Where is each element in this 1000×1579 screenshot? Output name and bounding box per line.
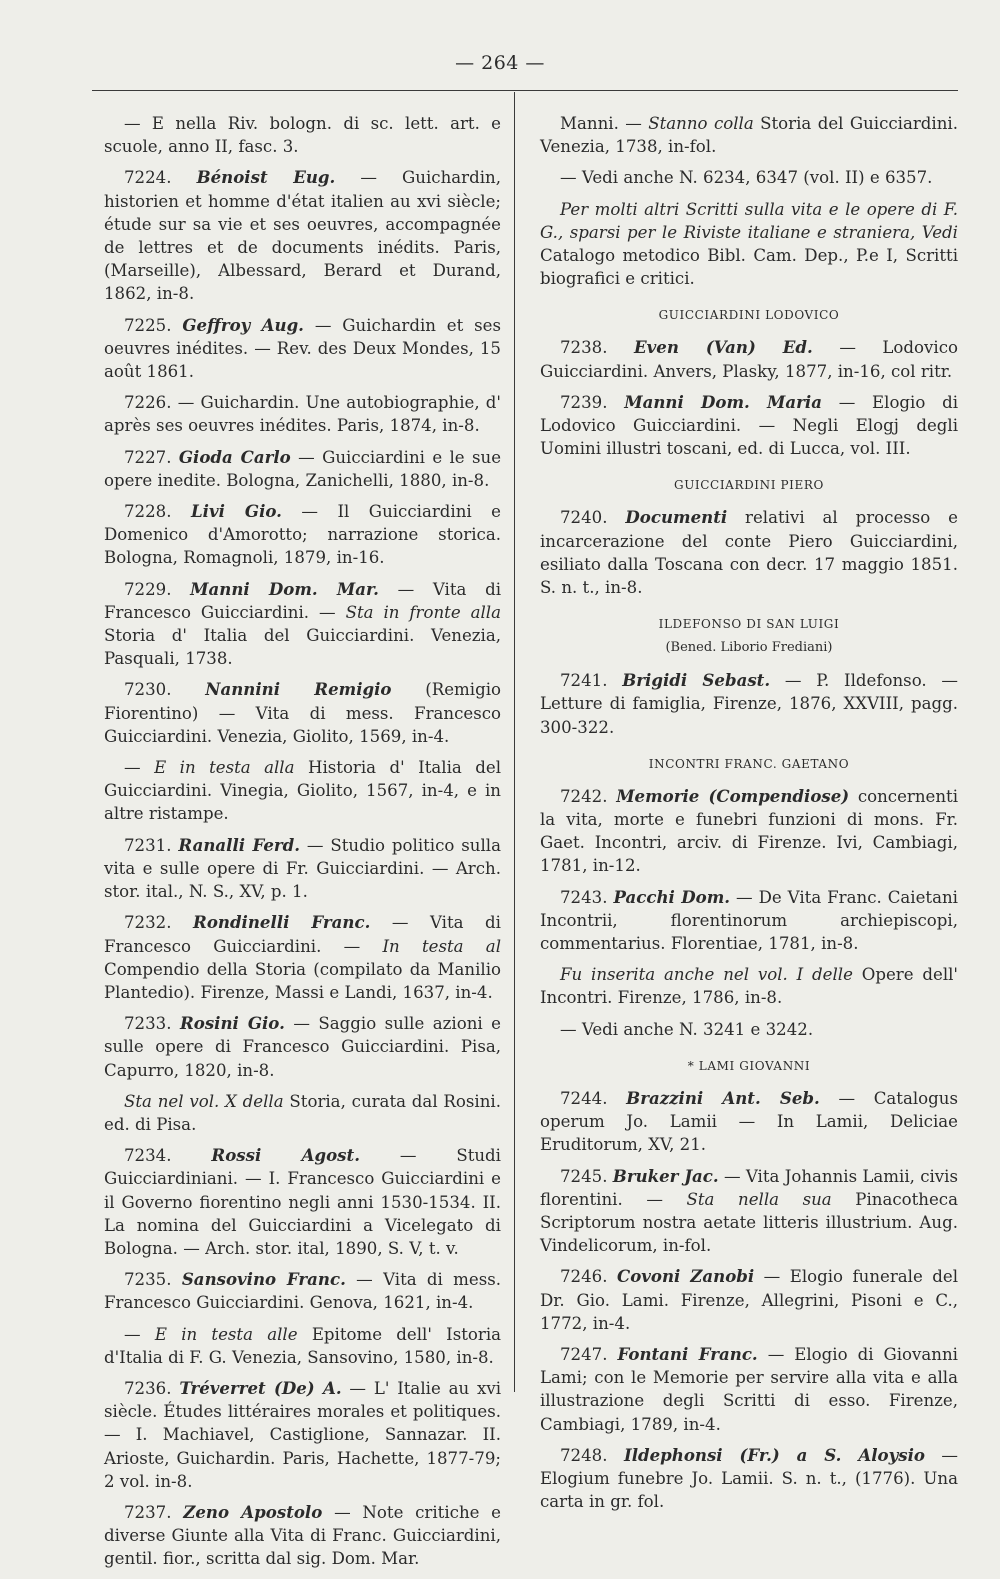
entry-text-tail: Compendio della Storia (compilato da Manilio Plantedio). Firenze, Massi e Landi, 1637, in-4. — [104, 959, 501, 1002]
bibliography-entry — [540, 1343, 958, 1436]
entry-number: 7235. — [124, 1270, 172, 1290]
bibliography-entry — [540, 1165, 958, 1258]
entry-number: 7245. — [560, 1166, 608, 1186]
entry-text: — Elogio funerale del Dr. Gio. Lami. Firenze, Allegrini, Pisoni e C., 1772, in-4. — [540, 1267, 958, 1333]
entry-author: Geffroy Aug. — [182, 314, 304, 335]
entry-italic-note: Stanno colla — [648, 114, 754, 133]
entry-text-tail: Storia del Guicciardini. Venezia, 1738, in-fol. — [540, 114, 959, 157]
bibliography-entry — [540, 166, 958, 189]
entry-number: 7244. — [560, 1088, 608, 1108]
bibliography-entry — [540, 785, 958, 878]
bibliography-entry — [104, 1090, 501, 1136]
entry-author: Livi Gio. — [191, 501, 282, 522]
page-number: — 264 — — [455, 52, 545, 74]
entry-text: — Elogium funebre Jo. Lamii. S. n. t., (1776). Una carta in gr. fol. — [540, 1445, 958, 1512]
entry-author: Covoni Zanobi — [616, 1266, 755, 1287]
section-heading: INCONTRI FRANC. GAETANO — [648, 756, 850, 771]
section-heading: ILDEFONSO DI SAN LUIGI — [658, 617, 840, 632]
right-column — [540, 112, 958, 1521]
bibliography-entry — [540, 198, 958, 291]
entry-text-tail: Storia d' Italia del Guicciardini. Venezia, Pasquali, 1738. — [104, 626, 501, 669]
entry-number: 7236. — [124, 1378, 172, 1398]
entry-text: concernenti la vita, morte e funebri funzioni di mons. Fr. Gaet. Incontri, arciv. di Firenze. Ivi, Cambiagi, 1781, in-12. — [540, 786, 958, 876]
bibliography-entry — [104, 1268, 501, 1314]
entry-number: 7233. — [124, 1014, 172, 1034]
entry-text: — Guicciardini e le sue opere inedite. Bologna, Zanichelli, 1880, in-8. — [104, 447, 502, 490]
entry-text: — Catalogus operum Jo. Lamii — In Lamii, Deliciae Eruditorum, XV, 21. — [540, 1088, 958, 1155]
entry-author: Brazzini Ant. Seb. — [626, 1087, 820, 1108]
entry-number: 7229. — [124, 579, 172, 599]
entry-author: Rosini Gio. — [179, 1013, 285, 1034]
bibliography-entry — [104, 446, 501, 492]
bibliography-entry — [104, 756, 501, 826]
bibliography-entry — [540, 886, 958, 956]
section-heading: GUICCIARDINI LODOVICO — [658, 308, 840, 323]
entry-text: — Elogio di Giovanni Lami; con le Memorie per servire alla vita e alla illustrazione degli Scritti di esso. Firenze, Cambiagi, 1789, in-4. — [540, 1344, 958, 1434]
entry-author: Pacchi Dom. — [613, 886, 731, 907]
entry-text: — Vedi anche N. 6234, 6347 (vol. II) e 6357. — [560, 168, 933, 188]
entry-number: 7238. — [560, 338, 608, 358]
bibliography-entry — [540, 506, 958, 599]
entry-text: relativi al processo e incarcerazione del conte Piero Guicciardini, esiliato dalla Toscana con decr. 17 maggio 1851. S. n. t., in-8. — [540, 508, 958, 598]
bibliography-entry — [104, 1501, 501, 1571]
entry-number: 7237. — [124, 1502, 172, 1522]
column-divider — [514, 92, 515, 1392]
entry-text: — Vita di Francesco Guicciardini. — — [104, 913, 501, 956]
bibliography-entry — [540, 963, 958, 1009]
entry-text: — Saggio sulle azioni e sulle opere di Francesco Guicciardini. Pisa, Capurro, 1820, in-8. — [104, 1014, 501, 1080]
entry-number: 7248. — [560, 1445, 608, 1465]
entry-number: 7246. — [560, 1267, 608, 1287]
entry-text: — Il Guicciardini e Domenico d'Amorotto; narrazione storica. Bologna, Romagnoli, 1879, in-16. — [104, 502, 501, 568]
entry-author: Fontani Franc. — [617, 1343, 758, 1364]
entry-text: — Vita di Francesco Guicciardini. — — [104, 579, 501, 622]
entry-author: Rossi Agost. — [211, 1145, 360, 1166]
entry-author: Nannini Remigio — [205, 679, 392, 700]
bibliography-entry — [540, 1087, 958, 1157]
bibliography-entry — [540, 112, 958, 158]
entry-italic-note: Fu inserita anche nel vol. I delle — [560, 965, 853, 985]
section-heading: GUICCIARDINI PIERO — [674, 478, 824, 493]
entry-author: Ranalli Ferd. — [178, 834, 300, 855]
left-column — [104, 112, 501, 1579]
entry-italic-note: Per molti altri Scritti sulla vita e le opere di F. G., sparsi per le Riviste italiane e straniera, Vedi — [540, 199, 958, 242]
entry-number: 7247. — [560, 1344, 608, 1364]
entry-italic-note: Sta nel vol. X della — [124, 1091, 284, 1111]
entry-author: Bruker Jac. — [612, 1165, 719, 1186]
entry-text-tail: Opere dell' Incontri. Firenze, 1786, in-8. — [540, 965, 958, 1008]
entry-number: 7230. — [124, 680, 172, 700]
entry-author: Rondinelli Franc. — [193, 912, 371, 933]
entry-number: 7232. — [124, 913, 172, 933]
entry-text: — Guichardin et ses oeuvres inédites. — Rev. des Deux Mondes, 15 août 1861. — [104, 315, 501, 382]
bibliography-entry — [104, 112, 501, 158]
section-heading: * LAMI GIOVANNI — [687, 1058, 811, 1073]
bibliography-entry — [540, 336, 958, 382]
bibliography-entry — [104, 834, 501, 904]
bibliography-entry — [104, 1144, 501, 1260]
entry-number: 7231. — [124, 835, 172, 855]
entry-number: 7224. — [124, 168, 172, 188]
entry-text: Manni. — — [560, 114, 642, 133]
entry-text: — Note critiche e diverse Giunte alla Vita di Franc. Guicciardini, gentil. fior., scritta dal sig. Dom. Mar. — [104, 1502, 502, 1569]
entry-text: — — [124, 1324, 141, 1344]
bibliography-entry — [104, 500, 501, 570]
bibliography-entry — [540, 1444, 958, 1514]
bibliography-entry — [540, 669, 958, 739]
bibliography-entry — [104, 1323, 501, 1369]
entry-author: Gioda Carlo — [178, 446, 291, 467]
entry-number: 7240. — [560, 508, 608, 528]
entry-number: 7228. — [124, 502, 172, 522]
entry-text: — Vita di mess. Francesco Guicciardini. Genova, 1621, in-4. — [104, 1270, 502, 1313]
entry-author: Sansovino Franc. — [181, 1269, 346, 1290]
entry-number: 7242. — [560, 786, 608, 806]
entry-text: — — [124, 758, 141, 778]
bibliography-entry — [540, 1265, 958, 1335]
header-rule — [92, 90, 958, 91]
entry-text: — De Vita Franc. Caietani Incontrii, florentinorum archiepiscopi, commentarius. Florentiae, 1781, in-8. — [540, 887, 958, 954]
entry-author: Documenti — [625, 507, 728, 528]
bibliography-entry — [540, 391, 958, 461]
entry-text: — Lodovico Guicciardini. Anvers, Plasky, 1877, in-16, col ritr. — [540, 338, 958, 381]
entry-text-tail: Pinacotheca Scriptorum nostra aetate litteris illustrium. Aug. Vindelicorum, in-fol. — [540, 1189, 958, 1256]
entry-author: Bénoist Eug. — [196, 167, 336, 188]
entry-italic-note: In testa al — [382, 936, 502, 956]
bibliography-entry — [104, 578, 501, 671]
entry-text: (Remigio Fiorentino) — Vita di mess. Francesco Guicciardini. Venezia, Giolito, 1569, in-4. — [104, 680, 502, 746]
entry-italic-note: E in testa alle — [154, 1324, 298, 1344]
entry-text: — Guichardin. Une autobiographie, d' après ses oeuvres inédites. Paris, 1874, in-8. — [104, 393, 501, 436]
entry-text: — Vita Johannis Lamii, civis florentini. — — [540, 1166, 958, 1209]
entry-number: 7243. — [560, 887, 608, 907]
entry-text: — Vedi anche N. 3241 e 3242. — [560, 1019, 814, 1039]
entry-author: Tréverret (De) A. — [179, 1377, 342, 1398]
entry-text: — L' Italie au xvi siècle. Études littéraires morales et politiques. — I. Machiavel, Castiglione, Sannazar. II. Arioste, Guichardin. Paris, Hachette, 1877-79; 2 vol. in-8. — [104, 1378, 501, 1491]
entry-text: — Elogio di Lodovico Guicciardini. — Negli Elogj degli Uomini illustri toscani, ed. di Lucca, vol. III. — [540, 392, 959, 459]
entry-number: 7225. — [124, 315, 172, 335]
bibliography-entry — [104, 314, 501, 384]
entry-italic-note: Sta nella sua — [686, 1189, 832, 1209]
entry-number: 7241. — [560, 671, 608, 691]
bibliography-entry — [104, 391, 501, 437]
entry-text-tail: Storia, curata dal Rosini. ed. di Pisa. — [104, 1091, 501, 1134]
entry-text-tail: Epitome dell' Istoria d'Italia di F. G. Venezia, Sansovino, 1580, in-8. — [104, 1324, 502, 1367]
entry-author: Brigidi Sebast. — [622, 670, 771, 691]
bibliography-entry — [104, 166, 501, 305]
entry-author: Even (Van) Ed. — [634, 337, 813, 358]
entry-author: Manni Dom. Mar. — [190, 578, 379, 599]
bibliography-entry — [104, 1377, 501, 1493]
section-subheading: (Bened. Liborio Frediani) — [665, 640, 833, 656]
entry-text: — Guichardin, historien et homme d'état italien au xvi siècle; étude sur sa vie et ses oeuvres, accompagnée de lettres et de documents inédits. Paris, (Marseille), Albessard, Berard et Durand, 1862, in-8. — [104, 168, 501, 304]
entry-italic-note: E in testa alla — [154, 758, 295, 778]
entry-text: — E nella Riv. bologn. di sc. lett. art. e scuole, anno II, fasc. 3. — [104, 114, 501, 157]
entry-number: 7239. — [560, 392, 608, 412]
bibliography-entry — [104, 911, 501, 1004]
bibliography-entry — [104, 1012, 501, 1082]
entry-text-tail: Catalogo metodico Bibl. Cam. Dep., P.e I, Scritti biografici e critici. — [540, 246, 958, 289]
bibliography-entry — [104, 678, 501, 748]
entry-author: Manni Dom. Maria — [624, 391, 822, 412]
entry-text: — Studio politico sulla vita e sulle opere di Fr. Guicciardini. — Arch. stor. ital., N. S., XV, p. 1. — [104, 835, 501, 902]
entry-text: — Studi Guicciardiniani. — I. Francesco Guicciardini e il Governo fiorentino negli anni 1530-1534. II. La nomina del Guicciardini a Vicelegato di Bologna. — Arch. stor. ital, 1890, S. V, t. v. — [104, 1146, 501, 1258]
entry-author: Zeno Apostolo — [183, 1501, 323, 1522]
entry-number: 7227. — [124, 447, 172, 467]
entry-author: Memorie (Compendiose) — [616, 785, 850, 806]
bibliography-entry — [540, 1018, 958, 1041]
entry-author: Ildephonsi (Fr.) a S. Aloysio — [623, 1444, 925, 1465]
entry-number: 7234. — [124, 1146, 172, 1166]
entry-italic-note: Sta in fronte alla — [345, 602, 502, 622]
entry-text: — P. Ildefonso. — Letture di famiglia, Firenze, 1876, XXVIII, pagg. 300-322. — [540, 671, 959, 737]
entry-text-tail: Historia d' Italia del Guicciardini. Vinegia, Giolito, 1567, in-4, e in altre ristampe. — [104, 758, 502, 824]
entry-number: 7226. — [124, 393, 172, 413]
